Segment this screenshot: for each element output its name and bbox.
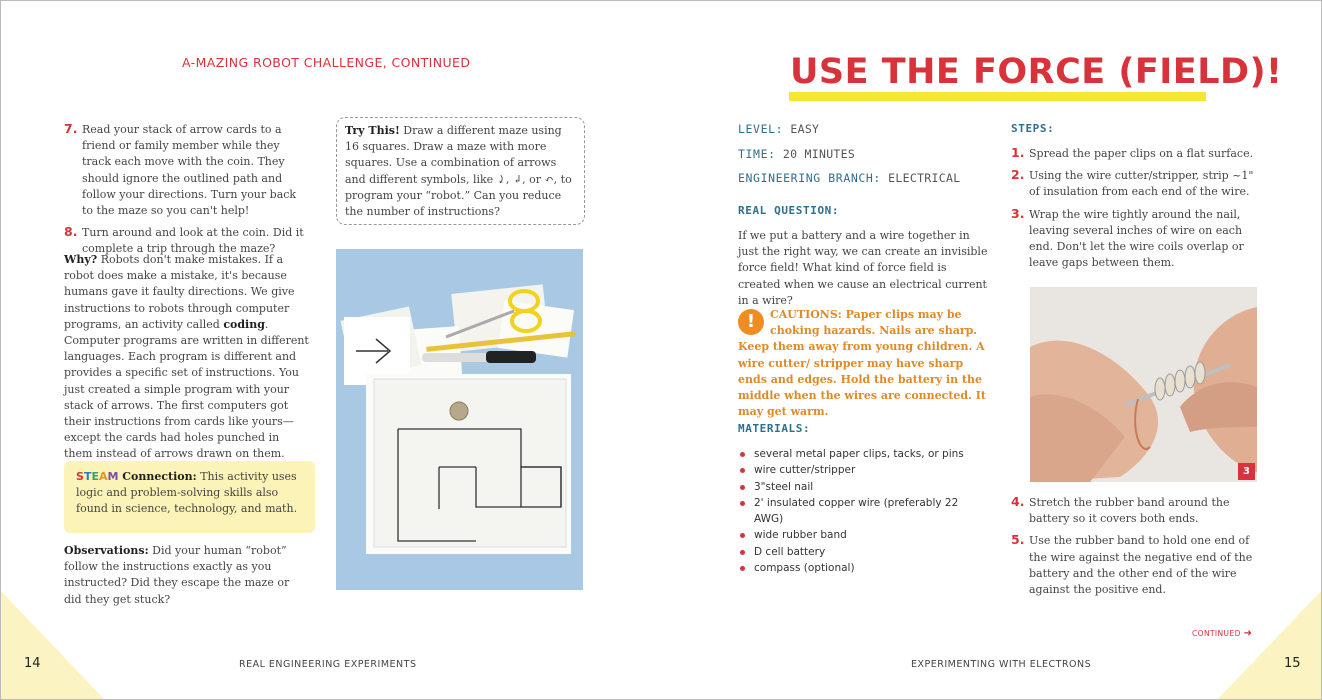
step-item [64, 122, 310, 219]
branch-line [738, 171, 960, 185]
step-number: 5. [1011, 532, 1025, 548]
page-number-right: 15 [1284, 656, 1301, 671]
steam-letter-e: E [91, 470, 99, 483]
time-label: TIME: [738, 147, 776, 161]
step-number: 8. [64, 224, 78, 240]
step-text: Use the rubber band to hold one end of the wire against the negative end of the battery and the other end of the wire against the positive end. [1029, 534, 1253, 597]
footer-left: REAL ENGINEERING EXPERIMENTS [239, 659, 417, 670]
continued-label: CONTINUED [1192, 629, 1241, 638]
steam-label: Connection: [118, 470, 197, 483]
steam-letter-t: T [83, 470, 92, 483]
coding-term: coding [223, 317, 265, 331]
hands-illustration [1030, 287, 1257, 482]
title-highlight [789, 92, 1206, 101]
branch-value: ELECTRICAL [880, 171, 961, 185]
level-value: EASY [783, 122, 820, 136]
step-item [1011, 533, 1257, 598]
caution-block [738, 307, 988, 420]
steam-letter-m: M [107, 470, 119, 483]
continued-link[interactable] [1192, 628, 1252, 639]
material-item: wide rubber band [740, 527, 990, 543]
real-question-text: If we put a battery and a wire together in just the right way, we can create an invisible force field! What kind of force field is created when we cause an electrical current in a wire? [738, 229, 988, 307]
why-paragraph [64, 252, 310, 463]
material-item: D cell battery [740, 544, 990, 560]
maze-photo [336, 249, 583, 590]
step-text: Using the wire cutter/stripper, strip ~1" of insulation from each end of the wire. [1029, 169, 1254, 199]
try-this-text: Draw a different maze using 16 squares. Draw a maze with more squares. Use a combination of arrows and different symbols, like ⤸, ↲, or ↶, to program your “robot.” Can you reduce the number of instructions? [345, 124, 572, 219]
warning-icon: ! [738, 309, 764, 335]
materials-heading: MATERIALS: [738, 422, 811, 435]
step-text: Wrap the wire tightly around the nail, leaving several inches of wire on each end. Don't let the wire coils overlap or leave gaps between them. [1029, 207, 1244, 270]
step-text: Stretch the rubber band around the battery so it covers both ends. [1029, 496, 1230, 526]
observations-paragraph [64, 543, 310, 608]
why-text-end: . Computer programs are written in different languages. Each program is different and provides a specific set of instructions. You just created a simple program with your stack of arrows. The first computers got their instructions from cards like yours—except the cards had holes punched in them instead of arrows drawn on them. [64, 317, 309, 461]
step-item [1011, 146, 1257, 162]
try-this-label: Try This! [345, 124, 400, 137]
observations-text: Did your human “robot” follow the instructions exactly as you instructed? Did they escape the maze or did they get stuck? [64, 544, 290, 606]
time-line [738, 147, 855, 161]
maze-illustration [336, 249, 583, 590]
step-number: 3. [1011, 205, 1025, 221]
step-number: 7. [64, 121, 78, 136]
running-title: A-MAZING ROBOT CHALLENGE, CONTINUED [182, 55, 471, 70]
step-item [1011, 207, 1257, 272]
real-question-heading: REAL QUESTION: [738, 204, 840, 217]
arrow-right-icon: ➜ [1243, 628, 1253, 639]
observations-label: Observations: [64, 544, 149, 557]
step-number: 2. [1011, 167, 1025, 183]
materials-list [740, 446, 990, 576]
material-item: 2' insulated copper wire (preferably 22 AWG) [740, 495, 990, 528]
material-item: 3"steel nail [740, 479, 990, 495]
step-number: 4. [1011, 494, 1025, 509]
step-text: Turn around and look at the coin. Did it complete a trip through the maze? [82, 226, 304, 256]
steps-heading: STEPS: [1011, 122, 1055, 135]
corner-triangle [1217, 590, 1322, 700]
page-number-left: 14 [24, 656, 41, 671]
why-label: Why? [64, 253, 98, 266]
time-value: 20 MINUTES [775, 147, 856, 161]
steam-letter-a: A [98, 470, 108, 483]
level-line [738, 122, 819, 136]
photo-step-badge: 3 [1238, 463, 1255, 480]
step-item [1011, 495, 1257, 527]
why-text: Robots don't make mistakes. If a robot does make a mistake, it's because humans gave it faulty directions. We give instructions to robots through computer programs, an activity called [64, 253, 295, 331]
material-item: compass (optional) [740, 560, 990, 576]
page-title: USE THE FORCE (FIELD)! [790, 52, 1283, 92]
step-text: Spread the paper clips on a flat surface. [1029, 147, 1254, 160]
caution-text: CAUTIONS: Paper clips may be choking hazards. Nails are sharp. Keep them away from young children. A wire cutter/ stripper may have sharp ends and edges. Hold the battery in the middle when the wires are connected. It may get warm. [738, 308, 987, 419]
steps-list [64, 122, 310, 264]
step-text: Read your stack of arrow cards to a friend or family member while they track each move with the coin. They should ignore the outlined path and follow your directions. Turn your back to the maze so you can't help! [82, 123, 297, 218]
wire-wrapping-photo [1030, 287, 1257, 482]
level-label: LEVEL: [738, 122, 784, 136]
branch-label: ENGINEERING BRANCH: [738, 171, 881, 185]
footer-right: EXPERIMENTING WITH ELECTRONS [911, 659, 1092, 670]
try-this-box [336, 117, 585, 225]
step-item [1011, 168, 1257, 200]
material-item: several metal paper clips, tacks, or pins [740, 446, 990, 462]
steps-list-top [1011, 146, 1257, 277]
step-number: 1. [1011, 145, 1025, 160]
steam-text: This activity uses logic and problem-solving skills also found in science, technology, and math. [76, 470, 298, 515]
steps-list-bottom [1011, 495, 1257, 604]
steam-connection-box [64, 461, 315, 533]
material-item: wire cutter/stripper [740, 462, 990, 478]
steam-letter-s: S [76, 470, 84, 483]
